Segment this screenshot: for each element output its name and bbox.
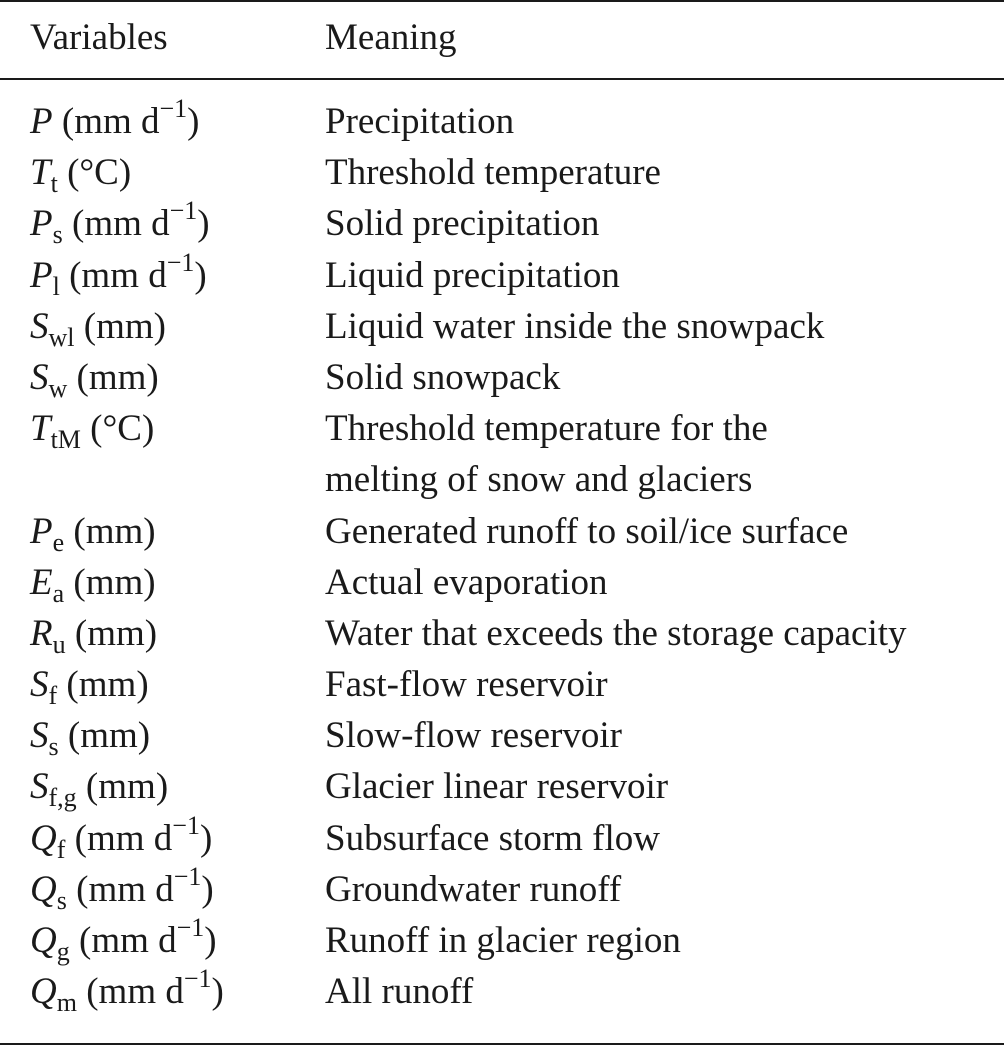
variable-unit: mm — [80, 715, 138, 757]
variable-cell: $S_w$ (mm) — [30, 356, 159, 403]
variable-symbol: S — [30, 356, 49, 398]
meaning-text: Solid precipitation — [325, 203, 600, 245]
variable-symbol: P — [30, 203, 53, 245]
variable-unit: mm d — [86, 817, 173, 859]
table-row — [0, 915, 1004, 966]
unit-exponent: −1 — [183, 964, 212, 994]
variable-cell: $E_a$ (mm) — [30, 561, 156, 608]
variable-subscript: e — [52, 527, 65, 557]
meaning-cell — [325, 96, 514, 147]
variable-unit: mm — [85, 561, 144, 603]
unit-exponent: −1 — [172, 810, 200, 840]
table-bottom-rule — [0, 1043, 1004, 1045]
table-row — [0, 810, 1004, 864]
table-row — [0, 301, 1004, 352]
variable-cell: $Q_s$ (mm $d^{-1}$) — [30, 861, 214, 915]
unit-exponent: −1 — [173, 861, 202, 891]
variable-unit: mm d — [81, 254, 167, 296]
table-row — [0, 96, 1004, 147]
meaning-text: Groundwater runoff — [325, 868, 622, 910]
meaning-cell — [325, 864, 621, 915]
variable-symbol: S — [30, 715, 49, 757]
variable-symbol: S — [30, 305, 49, 347]
variable-unit: mm — [98, 766, 156, 808]
variable-symbol: R — [30, 612, 53, 654]
variable-unit: mm — [88, 356, 147, 398]
meaning-text: All runoff — [325, 971, 474, 1013]
variable-unit: mm — [85, 510, 144, 552]
variable-cell: $P_l$ (mm $d^{-1}$) — [30, 247, 207, 301]
table-row — [0, 659, 1004, 710]
header-meaning: Meaning — [325, 17, 457, 58]
table-row — [0, 147, 1004, 198]
variable-cell: $P_e$ (mm) — [30, 510, 156, 557]
variable-symbol: S — [30, 766, 49, 808]
variable-symbol: P — [30, 510, 53, 552]
meaning-cell — [325, 557, 608, 608]
variable-subscript: l — [52, 271, 60, 301]
meaning-text: Actual evaporation — [325, 561, 608, 603]
meaning-text: Fast-flow reservoir — [325, 664, 608, 706]
variable-cell: $Q_g$ (mm $d^{-1}$) — [30, 913, 217, 967]
variable-cell: $R_u$ (mm) — [30, 612, 158, 659]
meaning-cell — [325, 506, 848, 557]
meaning-cell — [325, 659, 608, 710]
variable-symbol: Q — [30, 920, 57, 962]
unit-exponent: −1 — [169, 196, 198, 226]
variable-subscript: u — [52, 629, 66, 659]
variable-unit: mm d — [74, 101, 160, 142]
variable-subscript: f,g — [48, 783, 77, 813]
variable-symbol: P — [30, 254, 53, 296]
variable-cell: $P_s$ (mm $d^{-1}$) — [30, 196, 210, 250]
table-top-rule — [0, 0, 1004, 2]
variable-cell: $T_{tM}$ (°C) — [30, 408, 155, 455]
variable-subscript: w — [48, 373, 68, 403]
variable-cell: $T_t$ (°C) — [30, 152, 132, 199]
meaning-cell — [325, 198, 599, 249]
table-row — [0, 403, 1004, 505]
table-row — [0, 506, 1004, 557]
variable-cell: $S_s$ (mm) — [30, 715, 151, 762]
table-row — [0, 608, 1004, 659]
variable-unit: mm — [87, 612, 145, 654]
meaning-text: Generated runoff to soil/ice surface — [325, 510, 849, 552]
meaning-cell — [325, 250, 620, 301]
meaning-cell — [325, 915, 681, 966]
table-row — [0, 352, 1004, 403]
variable-subscript: t — [50, 169, 58, 199]
variable-symbol: Q — [30, 817, 57, 859]
meaning-cell — [325, 301, 824, 352]
meaning-cell — [325, 966, 473, 1017]
meaning-cell — [325, 608, 907, 659]
table-row — [0, 247, 1004, 301]
table-row — [0, 557, 1004, 608]
meaning-cell — [325, 403, 985, 505]
variable-subscript: f — [56, 834, 66, 864]
variable-subscript: s — [56, 885, 67, 915]
variable-unit: mm d — [98, 971, 184, 1013]
meaning-cell — [325, 147, 661, 198]
meaning-cell — [325, 352, 560, 403]
table-row — [0, 710, 1004, 761]
meaning-cell — [325, 761, 668, 812]
variable-cell: $S_{wl}$ (mm) — [30, 305, 166, 352]
meaning-text: Threshold temperature for the — [325, 408, 768, 450]
variable-subscript: s — [52, 220, 63, 250]
variable-symbol: P — [30, 101, 53, 142]
variable-symbol: T — [30, 408, 51, 450]
unit-exponent: −1 — [159, 94, 188, 123]
variable-cell: $Q_f$ (mm $d^{-1}$) — [30, 810, 213, 864]
variable-unit: °C — [79, 152, 119, 194]
table-row — [0, 861, 1004, 915]
meaning-text: Slow-flow reservoir — [325, 715, 622, 757]
table-header — [0, 14, 1004, 62]
variable-symbol: S — [30, 664, 49, 706]
meaning-text: melting of snow and glaciers — [325, 459, 753, 501]
variable-subscript: g — [56, 937, 70, 967]
variable-cell: $Q_m$ (mm $d^{-1}$) — [30, 964, 224, 1018]
variable-subscript: f — [48, 681, 58, 711]
meaning-text: Solid snowpack — [325, 356, 561, 398]
variable-unit: mm — [78, 664, 137, 706]
variable-cell: $S_{f,g}$ (mm) — [30, 766, 169, 813]
variable-cell: P (mm $d^{-1}$) — [30, 94, 200, 142]
variable-symbol: Q — [30, 971, 57, 1013]
variable-unit: mm d — [88, 868, 174, 910]
table-body — [0, 96, 1004, 1017]
table-row — [0, 198, 1004, 249]
variable-subscript: wl — [48, 322, 75, 352]
table-row — [0, 966, 1004, 1017]
table-row — [0, 761, 1004, 812]
variable-unit: mm d — [84, 203, 170, 245]
meaning-text: Liquid water inside the snowpack — [325, 305, 825, 347]
variable-subscript: m — [56, 988, 77, 1018]
table-header-rule — [0, 78, 1004, 80]
unit-exponent: −1 — [166, 247, 195, 277]
meaning-text: Water that exceeds the storage capacity — [325, 612, 907, 654]
meaning-text: Precipitation — [325, 101, 515, 142]
variable-cell: $S_f$ (mm) — [30, 664, 149, 711]
variable-subscript: s — [48, 732, 59, 762]
variable-unit: °C — [102, 408, 142, 450]
variable-subscript: tM — [50, 425, 81, 455]
meaning-text: Subsurface storm flow — [325, 817, 660, 859]
variable-symbol: E — [30, 561, 53, 603]
variable-subscript: a — [52, 578, 65, 608]
variable-unit: mm d — [91, 920, 177, 962]
header-variables: Variables — [30, 17, 168, 58]
meaning-cell — [325, 813, 660, 864]
meaning-text: Runoff in glacier region — [325, 920, 681, 962]
variable-symbol: Q — [30, 868, 57, 910]
meaning-cell — [325, 710, 622, 761]
variable-unit: mm — [96, 305, 154, 347]
meaning-text: Liquid precipitation — [325, 254, 620, 296]
variable-symbol: T — [30, 152, 51, 194]
meaning-text: Glacier linear reservoir — [325, 766, 669, 808]
meaning-text: Threshold temperature — [325, 152, 661, 194]
unit-exponent: −1 — [176, 913, 205, 943]
